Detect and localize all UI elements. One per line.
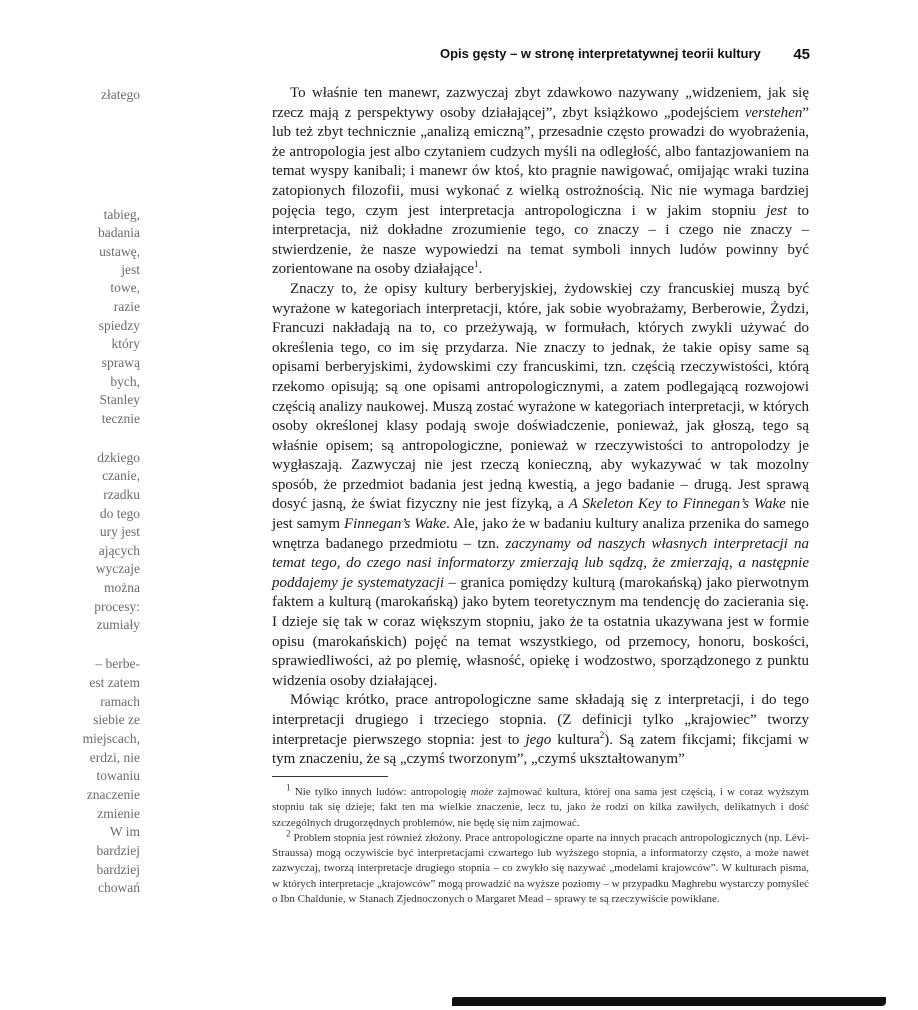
italic-span: jest — [766, 202, 788, 219]
text-span: Nie tylko innych ludów: antropologię — [290, 786, 471, 798]
margin-fragment: badania — [98, 225, 140, 240]
margin-fragment: spiedzy — [98, 318, 140, 333]
margin-fragment: bych, — [110, 374, 140, 389]
paragraph — [272, 84, 809, 280]
text-span: to interpretacja, niż dokładne zrozumienie tego, co znaczy – i czego nie znaczy – stwierdzenie, że nasze wypowiedzi na temat symboli innych ludów powinny być zorientowane na osoby działające — [272, 202, 810, 278]
italic-span: verstehen — [744, 104, 803, 121]
margin-fragment: miejscach, — [82, 731, 140, 746]
margin-fragment: ustawę, — [99, 244, 140, 259]
text-span: Mówiąc krótko, prace antropologiczne same składają się z interpretacji, i do tego interpretacji drugiego i trzeciego stopnia. (Z definicji tylko „krajowiec” tworzy interpretacje pierwszego stopnia: jest to — [272, 692, 809, 748]
margin-fragment: procesy: — [94, 599, 140, 614]
margin-fragment: bardziej — [96, 862, 140, 877]
margin-fragment: tabieg, — [103, 207, 140, 222]
margin-fragment: czanie, — [102, 468, 140, 483]
text-span: – granica pomiędzy kulturą (marokańską) jako pierwotnym faktem a kulturą (marokańską) jako bytem teoretycznym ma tendencję do zacierania się. I dzieje się tak w coraz większym stopniu, jako że ta ostatnia ukazywana jest w formie opisu (marokańskich) pojęć na temat wszystkiego, od przemocy, honoru, boskości, sprawiedliwości, aż po plemię, własność, opiekę i wodzostwo, sporządzonego z punktu widzenia osoby działającej. — [272, 574, 809, 689]
footnote — [272, 782, 809, 831]
margin-fragment: razie — [113, 299, 140, 314]
text-span: . Ale, jako że w badaniu kultury analiza przenika do samego wnętrza badanego przedmiotu – tzn. — [272, 516, 809, 552]
text-span: . — [478, 261, 483, 278]
running-header — [440, 46, 810, 61]
margin-fragment: który — [111, 336, 140, 351]
margin-fragment: W im — [109, 824, 140, 839]
margin-fragment: ających — [98, 543, 140, 558]
margin-fragment: chowań — [98, 880, 140, 895]
margin-fragment: – berbe- — [95, 656, 140, 671]
margin-fragment: Stanley — [99, 392, 140, 407]
italic-span: Finnegan’s Wake — [343, 516, 447, 533]
italic-span: A Skeleton Key to Finnegan’s Wake — [568, 496, 786, 513]
margin-fragment: towaniu — [96, 768, 140, 783]
margin-fragment: do tego — [99, 506, 140, 521]
margin-fragment: est zatem — [89, 675, 140, 690]
paragraph — [272, 691, 809, 769]
text-span: To właśnie ten manewr, zazwyczaj zbyt zdawkowo nazywany „widzeniem, jak się rzecz mają z perspektywy osoby działającej”, zbyt książkowo „podejściem — [272, 85, 809, 121]
text-span: ). Są zatem fikcjami; fikcjami w tym znaczeniu, że są „czymś tworzonym”, „czymś ukształtowanym” — [272, 731, 809, 768]
margin-fragment: erdzi, nie — [89, 750, 140, 765]
margin-fragment: zmienie — [97, 806, 140, 821]
footnotes — [272, 782, 809, 907]
footnote-marker: 2 — [599, 729, 605, 740]
margin-fragment: złatego — [101, 87, 140, 102]
margin-fragment: wyczaje — [95, 561, 140, 576]
page-number: 45 — [793, 46, 810, 63]
text-span: kultura — [551, 731, 600, 748]
margin-fragment: bardziej — [96, 843, 140, 858]
italic-span: może — [470, 786, 494, 798]
footnote — [272, 828, 809, 907]
text-span: Problem stopnia jest również złożony. Prace antropologiczne oparte na innych pracach antropologicznych (np. Lévi-Straussa) mogą oczywiście być interpretacjami czwartego lub wyższego stopnia, a informatorzy często, a może nawet zazwyczaj, tworzą interpretacje drugiego stopnia – co zwykło się nazywać „modelami krajowców”. W kulturach pisma, w których interpretacje „krajowców” mogą prowadzić na wyższe poziomy – w przypadku Maghrebu wystarczy pomyśleć o Ibn Chaldunie, w Stanach Zjednoczonych o Margaret Mead – sprawy te są rzeczywiście powikłane. — [272, 831, 809, 906]
text-span: zajmować kultura, której ona sama jest częścią, i w coraz wyższym stopniu tak się dzieje; fakt ten ma wielkie znaczenie, lecz tu, jako że rodzi on kilka zawiłych, delikatnych i dość szczególnych drugorzędnych problemów, nie będę się nim zajmować. — [272, 786, 809, 829]
margin-fragment: ramach — [100, 694, 140, 709]
text-span: ” lub też zbyt technicznie „analizą emiczną”, przesadnie często prowadzi do wyobrażenia, że antropologia jest albo czytaniem cudzych myśli na odległość, albo fantazjowaniem na temat wyspy kanibali; i manewr ów ktoś, kto pragnie nawigować, omijając wraki tuzina zatopionych filozofii, musi wykonać z wielką ostrożnością. Nic nie wymaga bardziej pojęcia tego, czym jest interpretacja antropologiczna i w jakim stopniu — [272, 104, 809, 219]
footnote-marker: 2 — [286, 828, 291, 839]
running-title: Opis gęsty – w stronę interpretatywnej teorii kultury — [440, 46, 761, 61]
text-span: nie jest samym — [272, 496, 809, 533]
margin-fragment: tecznie — [101, 411, 140, 426]
footnote-marker: 1 — [474, 259, 479, 270]
italic-span: zaczynamy od naszych własnych interpretacji na temat tego, do czego nasi informatorzy zmierzają lub sądzą, że zmierzają, a następnie poddajemy je systematyzacji — [272, 535, 809, 591]
margin-fragment: jest — [121, 262, 140, 277]
margin-fragment: znaczenie — [86, 787, 140, 802]
scan-edge-bar — [452, 997, 886, 1006]
margin-fragment: towe, — [110, 280, 140, 295]
margin-fragment: siebie ze — [93, 712, 140, 727]
margin-fragment: można — [104, 580, 140, 595]
main-text — [272, 84, 809, 770]
footnote-marker: 1 — [286, 782, 291, 793]
paragraph — [272, 280, 809, 691]
margin-fragment: zumiały — [96, 617, 140, 632]
footnote-rule — [272, 776, 388, 777]
text-span: Znaczy to, że opisy kultury berberyjskiej, żydowskiej czy francuskiej muszą być wyrażone w kategoriach interpretacji, które, jak sobie wyobrażamy, Berberowie, Żydzi, Francuzi nakładają na to, co przeżywają, w formułach, których zwykli używać do określenia tego, co im się przydarza. Nie znaczy to jednak, że takie opisy same są opisami berberyjskimi, żydowskimi czy francuskimi, tzn. częścią rzeczywistości, którą rzekomo opisują; są one opisami antropologicznymi, a zatem podlegającą rozwojowi częścią analizy naukowej. Muszą zostać wyrażone w kategoriach interpretacji, w których osoby określonej klasy podają swoje doświadczenie, ponieważ, jak głoszą, tego są właśnie opisem; są antropologiczne, ponieważ w rzeczywistości to antropolodzy je wygłaszają. Zazwyczaj nie jest rzeczą konieczną, aby wykazywać w tak mozolny sposób, że przedmiot badania jest jedną kwestią, a jego badanie – drugą. Jest sprawą dosyć jasną, że świat fizyczny nie jest fizyką, a — [272, 280, 809, 513]
margin-fragment: sprawą — [101, 355, 140, 370]
margin-fragment: ury jest — [99, 524, 140, 539]
italic-span: jego — [525, 731, 552, 748]
margin-fragment: dzkiego — [97, 450, 140, 465]
margin-fragment: rzadku — [103, 487, 140, 502]
